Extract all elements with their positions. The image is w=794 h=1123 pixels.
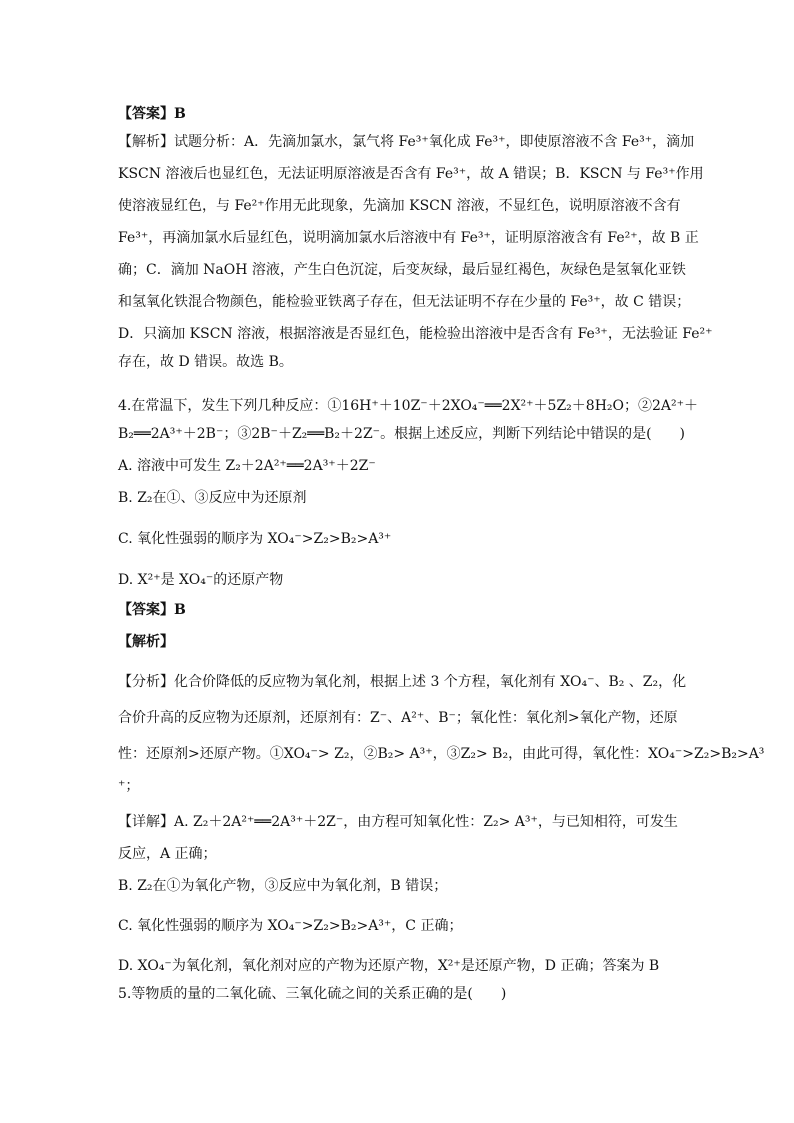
q4-fenxi-line-1: 【分析】化合价降低的反应物为氧化剂，根据上述 3 个方程，氧化剂有 XO₄⁻、B₂ 、Z₂，化 — [118, 674, 687, 690]
q4-xiangjie-line-3: B. Z₂在①为氧化产物，③反应中为氧化剂，B 错误； — [118, 878, 448, 894]
q4-xiangjie-line-5: D. XO₄⁻为氧化剂，氧化剂对应的产物为还原产物，X²⁺是还原产物，D 正确；答案为 B — [118, 958, 660, 974]
prev-analysis-line-6: 和氢氧化铁混合物颜色，能检验亚铁离子存在，但无法证明不存在少量的 Fe³⁺，故 C 错误； — [118, 294, 691, 310]
prev-answer: 【答案】B — [118, 106, 186, 122]
prev-analysis-line-3: 使溶液显红色，与 Fe²⁺作用无此现象，先滴加 KSCN 溶液，不显红色，说明原溶液不含有 — [118, 198, 681, 214]
prev-analysis-line-2: KSCN 溶液后也显红色，无法证明原溶液是否含有 Fe³⁺，故 A 错误；B．KSCN 与 Fe³⁺作用 — [118, 166, 704, 182]
q4-option-d: D. X²⁺是 XO₄⁻的还原产物 — [118, 572, 284, 588]
q4-fenxi-line-4: ⁺； — [118, 778, 140, 794]
prev-analysis-line-7: D．只滴加 KSCN 溶液，根据溶液是否显红色，能检验出溶液中是否含有 Fe³⁺，无法验证 Fe²⁺ — [118, 326, 713, 342]
q4-stem-line-1: 4.在常温下，发生下列几种反应：①16H⁺＋10Z⁻＋2XO₄⁻══2X²⁺＋5Z₂＋8H₂O；②2A²⁺＋ — [118, 398, 699, 414]
q4-analysis-header: 【解析】 — [118, 634, 174, 650]
q4-stem-line-2: B₂══2A³⁺＋2B⁻；③2B⁻＋Z₂══B₂＋2Z⁻。根据上述反应，判断下列结论中错误的是( ) — [118, 426, 685, 442]
prev-analysis-line-4: Fe³⁺，再滴加氯水后显红色，说明滴加氯水后溶液中有 Fe³⁺，证明原溶液含有 Fe²⁺，故 B 正 — [118, 230, 699, 246]
q4-option-a: A. 溶液中可发生 Z₂＋2A²⁺══2A³⁺＋2Z⁻ — [118, 458, 376, 474]
q4-xiangjie-line-1: 【详解】A. Z₂＋2A²⁺══2A³⁺＋2Z⁻，由方程可知氧化性：Z₂> A³⁺，与已知相符，可发生 — [118, 814, 678, 830]
q5-stem: 5.等物质的量的二氧化硫、三氧化硫之间的关系正确的是( ) — [118, 986, 507, 1002]
q4-fenxi-line-2: 合价升高的反应物为还原剂，还原剂有：Z⁻、A²⁺、B⁻；氧化性：氧化剂>氧化产物，还原 — [118, 710, 678, 726]
prev-analysis-line-5: 确；C．滴加 NaOH 溶液，产生白色沉淀，后变灰绿，最后显红褐色，灰绿色是氢氧化亚铁 — [118, 262, 686, 278]
q4-option-c: C. 氧化性强弱的顺序为 XO₄⁻>Z₂>B₂>A³⁺ — [118, 531, 392, 547]
q4-xiangjie-line-4: C. 氧化性强弱的顺序为 XO₄⁻>Z₂>B₂>A³⁺，C 正确； — [118, 918, 463, 934]
prev-analysis-line-1: 【解析】试题分析：A．先滴加氯水，氯气将 Fe³⁺氧化成 Fe³⁺，即使原溶液不含 Fe³⁺，滴加 — [118, 134, 695, 150]
q4-fenxi-line-3: 性：还原剂>还原产物。①XO₄⁻> Z₂，②B₂> A³⁺，③Z₂> B₂，由此可得，氧化性：XO₄⁻>Z₂>B₂>A³ — [118, 746, 765, 762]
q4-answer: 【答案】B — [118, 602, 186, 618]
q4-option-b: B. Z₂在①、③反应中为还原剂 — [118, 490, 307, 506]
prev-analysis-line-8: 存在，故 D 错误。故选 B。 — [118, 354, 293, 370]
q4-xiangjie-line-2: 反应，A 正确； — [118, 846, 217, 862]
